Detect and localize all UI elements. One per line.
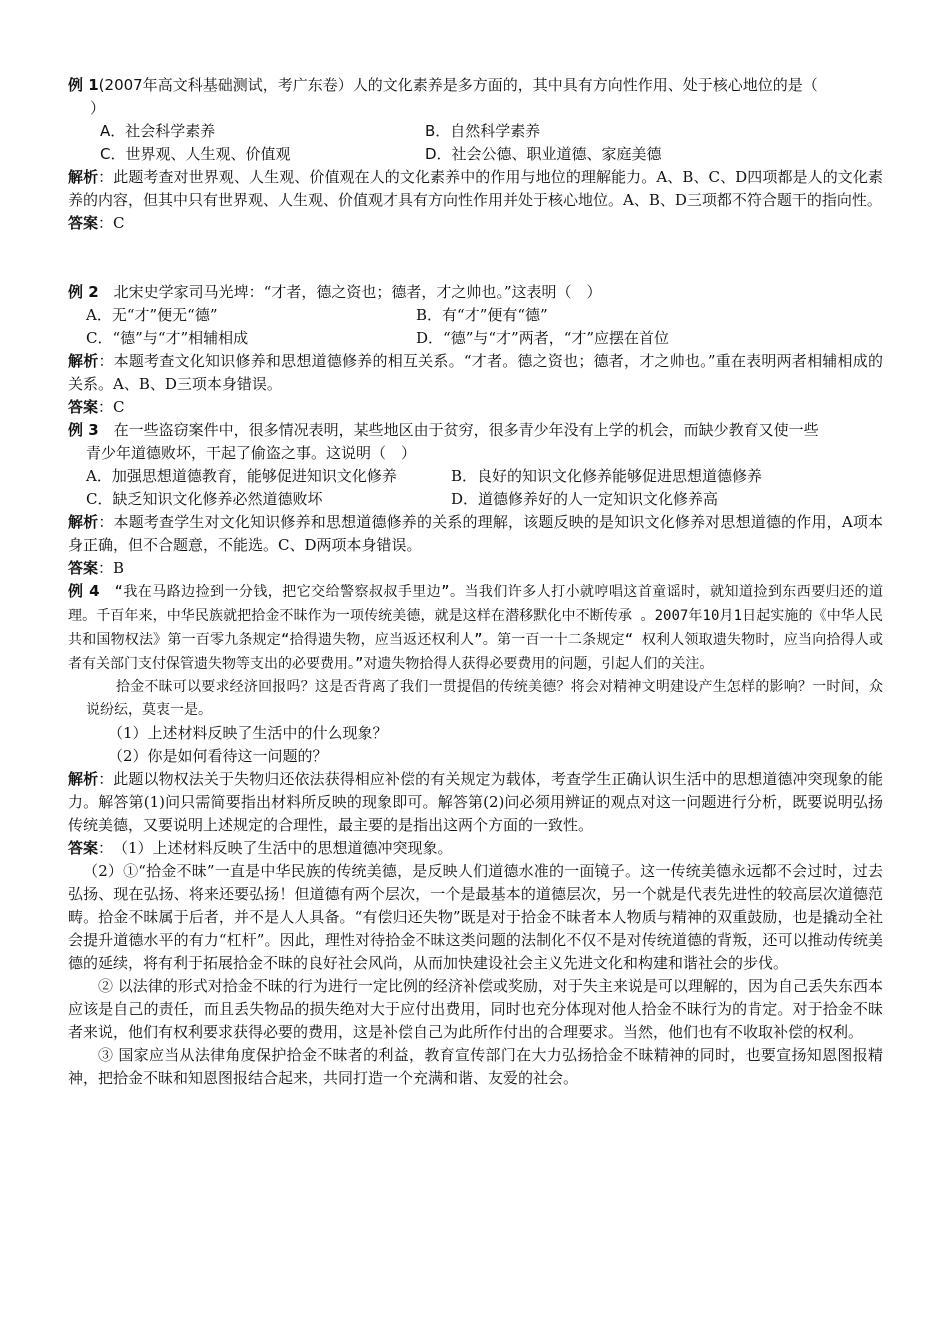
example-3-option-a: A．加强思想道德教育，能够促进知识文化修养 <box>86 467 397 485</box>
example-1-option-c: C．世界观、人生观、价值观 <box>100 145 291 163</box>
example-4-answer-2-p1: （2）①“拾金不昧”一直是中华民族的传统美德，是反映人们道德水准的一面镜子。这一传统美德永远都不会过时，过去弘扬、现在弘扬、将来还要弘扬！但道德有两个层次，一个是最基本的道德层次，另一个就是代表先进性的较高层次道德范畴。拾金不昧属于后者，并不是人人具备。“有偿归还失物”既是对于拾金不昧者本人物质与精神的双重鼓励，也是撬动全社会提升道德水平的有力“杠杆”。因此，理性对待拾金不昧这类问题的法制化不仅不是对传统道德的背叛，还可以推动传统美德的延续，将有利于拓展拾金不昧的良好社会风尚，从而加快建设社会主义先进文化和构建和谐社会的步伐。 <box>68 862 883 972</box>
example-1-option-a: A．社会科学素养 <box>100 122 216 140</box>
example-4-answer-2-p2: ② 以法律的形式对拾金不昧的行为进行一定比例的经济补偿或奖励，对于失主来说是可以理解的，因为自己丢失东西本应该是自己的责任，而且丢失物品的损失绝对大于应付出费用，同时也充分体现对他人拾金不昧行为的肯定。对于拾金不昧者来说，他们有权利要求获得必要的费用，这是补偿自己为此所作付出的合理要求。当然，他们也有不收取补偿的权利。 <box>68 977 883 1041</box>
example-4-label: 例 4 <box>68 582 100 600</box>
example-4-material <box>68 580 883 676</box>
example-1-options <box>68 120 883 166</box>
example-3-question <box>68 419 883 442</box>
example-3-answer <box>68 557 883 580</box>
example-4-answer-2-p3: ③ 国家应当从法律角度保护拾金不昧者的利益，教育宣传部门在大力弘扬拾金不昧精神的同时，也要宣扬知恩图报精神，把拾金不昧和知恩图报结合起来，共同打造一个充满和谐、友爱的社会。 <box>68 1046 883 1087</box>
example-1-analysis-text: ：此题考查对世界观、人生观、价值观在人的文化素养中的作用与地位的理解能力。A、B、C、D四项都是人的文化素养的内容，但其中只有世界观、人生观、价值观才具有方向性作用并处于核心地位。A、B、D三项都不符合题干的指向性。 <box>68 168 883 209</box>
example-3-analysis-text: ：本题考查学生对文化知识修养和思想道德修养的关系的理解，该题反映的是知识文化修养对思想道德的作用，A项本身正确，但不合题意，不能选。C、D两项本身错误。 <box>68 513 883 554</box>
example-3-analysis <box>68 511 883 557</box>
example-3-analysis-label: 解析 <box>68 513 99 531</box>
example-3-option-c: C．缺乏知识文化修养必然道德败坏 <box>86 490 323 508</box>
example-1-answer <box>68 212 883 235</box>
example-1-stem-end: ） <box>90 99 106 117</box>
example-2-option-a: A．无“才”便无“德” <box>86 306 218 324</box>
example-2-question <box>68 281 883 304</box>
example-4-analysis-label: 解析 <box>68 770 99 788</box>
example-4-material-2: 拾金不昧可以要求经济回报吗？这是否背离了我们一贯提倡的传统美德？将会对精神文明建设产生怎样的影响？一时间，众说纷纭，莫衷一是。 <box>86 679 883 718</box>
example-2-option-c: C．“德”与“才”相辅相成 <box>86 329 249 347</box>
example-4-question-2: （2）你是如何看待这一问题的？ <box>108 747 328 765</box>
example-3-option-d: D．道德修养好的人一定知识文化修养高 <box>451 490 719 508</box>
example-1-label: 例 1 <box>68 76 99 94</box>
example-1-analysis <box>68 166 883 212</box>
example-2-options <box>68 304 883 350</box>
example-2-answer-label: 答案 <box>68 398 99 416</box>
example-3-answer-label: 答案 <box>68 559 99 577</box>
example-3-label: 例 3 <box>68 421 99 439</box>
example-3-options <box>68 465 883 511</box>
example-2-stem: 北宋史学家司马光埤：“才者，德之资也；德者，才之帅也。”这表明（ ） <box>98 283 602 301</box>
example-4-analysis-text: ：此题以物权法关于失物归还依法获得相应补偿的有关规定为载体，考查学生正确认识生活中的思想道德冲突现象的能力。解答第(1)问只需简要指出材料所反映的现象即可。解答第(2)问必须用辨证的观点对这一问题进行分析，既要说明弘扬传统美德，又要说明上述规定的合理性，最主要的是指出这两个方面的一致性。 <box>68 770 883 834</box>
example-2-analysis <box>68 350 883 396</box>
example-3-answer-text: ：B <box>98 559 125 577</box>
example-1-answer-text: ：C <box>98 214 125 232</box>
example-2-option-b: B．有“才”便有“德” <box>416 306 548 324</box>
example-4-answer-label: 答案 <box>68 839 99 857</box>
document-page <box>68 74 883 1090</box>
example-1-answer-label: 答案 <box>68 214 99 232</box>
example-1-stem: (2007年高文科基础测试，考广东卷）人的文化素养是多方面的，其中具有方向性作用、处于核心地位的是（ <box>98 76 818 94</box>
example-2-option-d: D．“德”与“才”两者，“才”应摆在首位 <box>416 329 670 347</box>
example-2-label: 例 2 <box>68 283 99 301</box>
example-3-stem: 在一些盗窃案件中，很多情况表明，某些地区由于贫穷，很多青少年没有上学的机会，而缺少教育又使一些 <box>98 421 819 439</box>
example-2-analysis-label: 解析 <box>68 352 99 370</box>
example-4-analysis <box>68 768 883 837</box>
example-1-question <box>68 74 883 97</box>
example-4-answer <box>68 837 883 860</box>
example-4-question-1: （1）上述材料反映了生活中的什么现象？ <box>108 724 388 742</box>
example-3-option-b: B．良好的知识文化修养能够促进思想道德修养 <box>451 467 763 485</box>
example-3-stem-cont: 青少年道德败坏，干起了偷盗之事。这说明（ ） <box>86 444 417 462</box>
example-1-option-b: B．自然科学素养 <box>425 122 541 140</box>
example-2-answer-text: ：C <box>98 398 125 416</box>
example-4-material-text: “我在马路边捡到一分钱，把它交给警察叔叔手里边”。当我们许多人打小就哼唱这首童谣时，就知道捡到东西要归还的道理。千百年来，中华民族就把拾金不昧作为一项传统美德，就是这样在潜移默化中不断传承 。2007年10月1日起实施的《中华人民共和国物权法》第一百零九条规定“拾得遗失物，应当返还权利人”。第一百一十二条规定“ 权利人领取遗失物时，应当向拾得人或者有关部门支付保管遗失物等支出的必要费用。”对遗失物拾得人获得必要费用的问题，引起人们的关注。 <box>68 584 883 672</box>
example-1-analysis-label: 解析 <box>68 168 99 186</box>
example-1-option-d: D．社会公德、职业道德、家庭美德 <box>425 145 662 163</box>
example-4-answer-1: ： （1）上述材料反映了生活中的思想道德冲突现象。 <box>98 839 453 857</box>
example-2-analysis-text: ：本题考查文化知识修养和思想道德修养的相互关系。“才者。德之资也；德者，才之帅也。”重在表明两者相辅相成的关系。A、B、D三项本身错误。 <box>68 352 883 393</box>
example-2-answer <box>68 396 883 419</box>
